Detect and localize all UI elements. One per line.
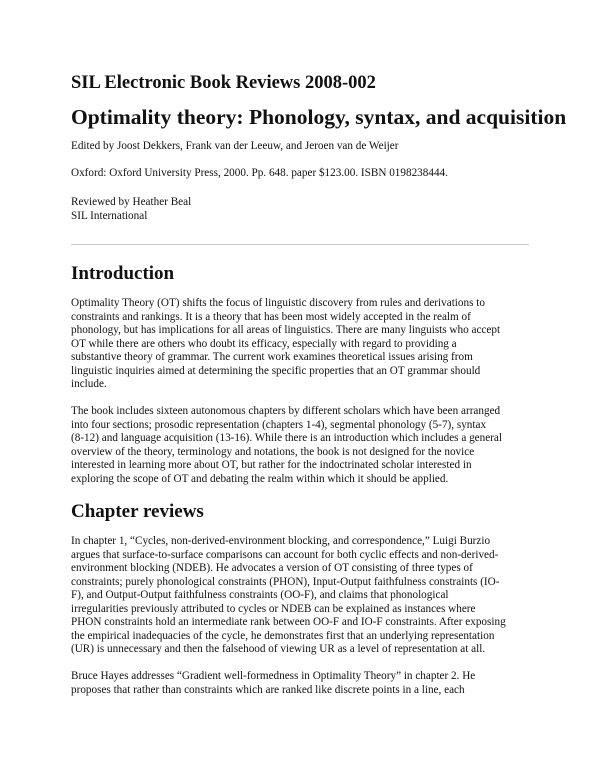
editors-line: Edited by Joost Dekkers, Frank van der Leeuw, and Jeroen van de Weijer xyxy=(71,140,399,152)
paragraph-line: constraints; purely phonological constraints (PHON), Input-Output faithfulness constraints (IO- xyxy=(71,575,500,588)
paragraph-line: include. xyxy=(71,378,107,390)
horizontal-divider xyxy=(71,244,529,245)
paragraph-line: Optimality Theory (OT) shifts the focus of linguistic discovery from rules and derivations to xyxy=(71,297,485,309)
paragraph-line: irregularities previously attributed to cycles or NDEB can be explained as instances where xyxy=(71,602,476,615)
paragraph-line: argues that surface-to-surface comparisons can account for both cyclic effects and non-derived- xyxy=(71,548,499,561)
paragraph-line: overview of the theory, terminology and notations, the book is not designed for the novice xyxy=(71,445,475,458)
paragraph-line: OT while there are others who doubt its efficacy, especially with regard to providing a xyxy=(71,337,457,350)
paragraph xyxy=(71,297,541,392)
paragraph-line: (8-12) and language acquisition (13-16). While there is an introduction which includes a general xyxy=(71,432,502,444)
paragraph-line: F), and Output-Output faithfulness constraints (OO-F), and claims that phonological xyxy=(71,589,449,601)
paragraph-line: exploring the scope of OT and debating the realm within which it should be applied. xyxy=(71,472,449,485)
book-title: Optimality theory: Phonology, syntax, and acquisition xyxy=(71,105,567,129)
paragraph-line: PHON constraints hold an intermediate rank between OO-F and IO-F constraints. After exposing xyxy=(71,616,506,628)
section-heading-introduction: Introduction xyxy=(71,263,175,284)
reviewer-affiliation: SIL International xyxy=(71,209,148,222)
paragraph-line: proposes that rather than constraints which are ranked like discrete points in a line, each xyxy=(71,683,465,696)
paragraph-line: into four sections; prosodic representation (chapters 1-4), segmental phonology (5-7), syntax xyxy=(71,418,487,431)
paragraph-line: constraints and rankings. It is a theory that has been most widely accepted in the realm of xyxy=(71,310,471,323)
paragraph-line: phonology, but has implications for all areas of linguistics. There are many linguists who accept xyxy=(71,324,501,336)
series-title: SIL Electronic Book Reviews 2008-002 xyxy=(71,73,376,93)
paragraph-line: environment blocking (NDEB). He advocates a version of OT consisting of three types of xyxy=(71,562,473,574)
paragraph-line: Bruce Hayes addresses “Gradient well-formedness in Optimality Theory” in chapter 2. He xyxy=(71,670,476,682)
paragraph xyxy=(71,670,541,697)
paragraph-line: linguistic inquiries aimed at determining the specific properties that an OT grammar should xyxy=(71,364,481,377)
paragraph-line: The book includes sixteen autonomous chapters by different scholars which have been arranged xyxy=(71,405,501,417)
publication-line: Oxford: Oxford University Press, 2000. Pp. 648. paper $123.00. ISBN 0198238444. xyxy=(71,167,448,179)
section-heading-chapter-reviews: Chapter reviews xyxy=(71,501,204,522)
paragraph-line: substantive theory of grammar. The current work examines theoretical issues arising from xyxy=(71,351,473,363)
paragraph-line: In chapter 1, “Cycles, non-derived-environment blocking, and correspondence,” Luigi Burzio xyxy=(71,535,491,547)
paragraph-line: (UR) is unnecessary and then the falsehood of viewing UR as a level of representation at all. xyxy=(71,643,486,655)
paragraph xyxy=(71,405,541,486)
paragraph-line: interested in learning more about OT, but rather for the indoctrinated scholar interested in xyxy=(71,459,472,471)
reviewer-line: Reviewed by Heather Beal xyxy=(71,196,192,208)
paragraph-line: the empirical inadequacies of the cycle, he demonstrates first that an underlying representation xyxy=(71,629,495,642)
paragraph xyxy=(71,535,541,657)
